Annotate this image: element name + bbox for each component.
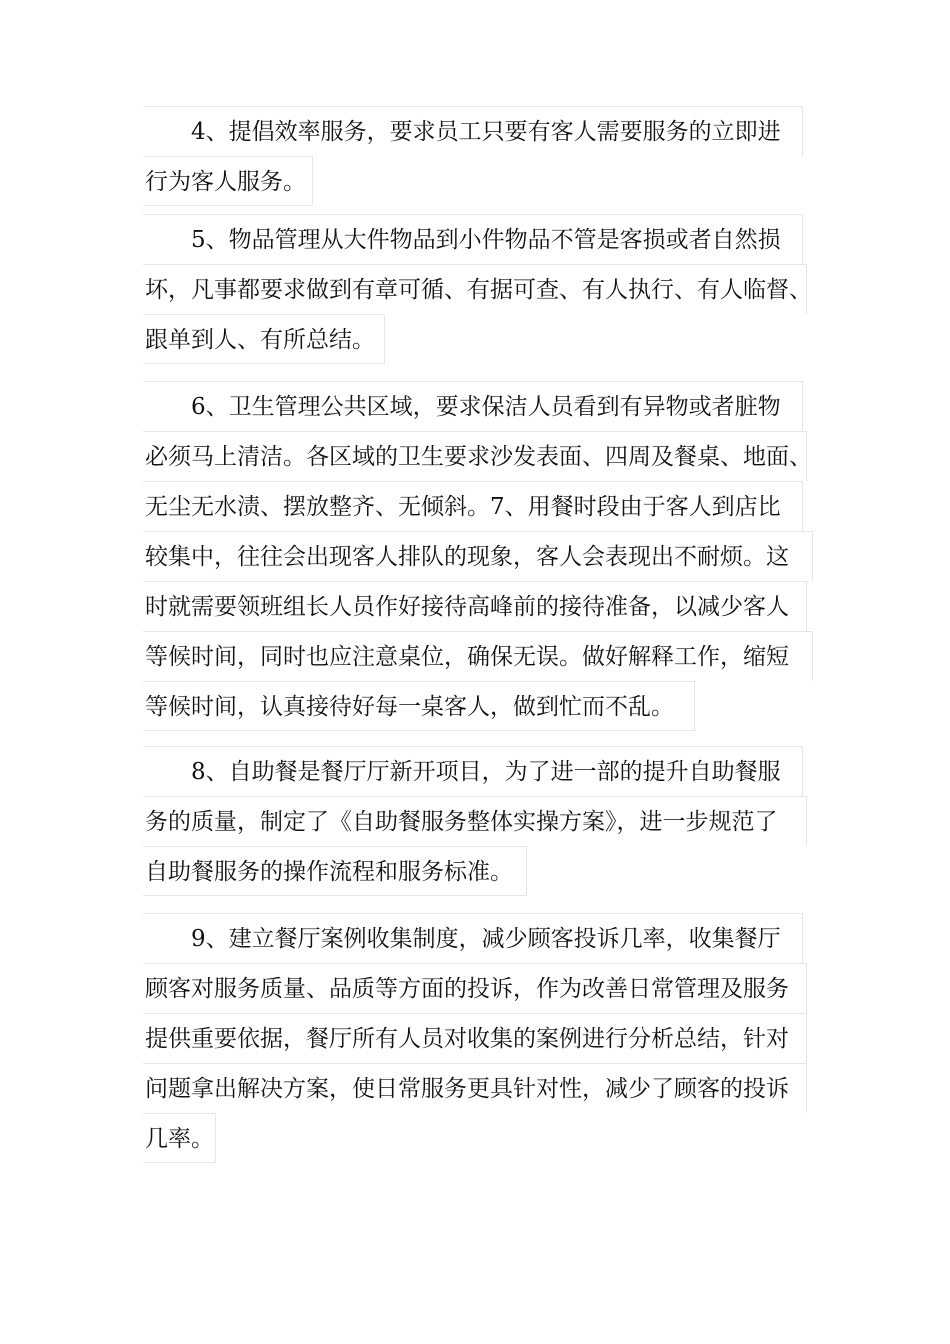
text-line: 提供重要依据，餐厅所有人员对收集的案例进行分析总结，针对 <box>143 1013 807 1063</box>
text-line: 坏，凡事都要求做到有章可循、有据可查、有人执行、有人临督、 <box>143 264 807 314</box>
text-line: 时就需要领班组长人员作好接待高峰前的接待准备，以减少客人 <box>143 581 807 631</box>
text-line: 无尘无水渍、摆放整齐、无倾斜。7、用餐时段由于客人到店比 <box>143 481 803 531</box>
text-line: 较集中，往往会出现客人排队的现象，客人会表现出不耐烦。这 <box>143 531 813 581</box>
text-line: 等候时间，同时也应注意桌位，确保无误。做好解释工作，缩短 <box>143 631 813 681</box>
text-line: 9、建立餐厅案例收集制度，减少顾客投诉几率，收集餐厅 <box>143 913 803 963</box>
text-line: 8、自助餐是餐厅厅新开项目，为了进一部的提升自助餐服 <box>143 746 803 796</box>
text-line: 5、物品管理从大件物品到小件物品不管是客损或者自然损 <box>143 214 803 264</box>
paragraph-item-9 <box>143 913 807 1163</box>
text-line: 几率。 <box>143 1113 216 1163</box>
text-line: 等候时间，认真接待好每一桌客人，做到忙而不乱。 <box>143 681 695 731</box>
text-line: 自助餐服务的操作流程和服务标准。 <box>143 846 527 896</box>
text-line: 跟单到人、有所总结。 <box>143 314 385 364</box>
paragraph-item-5 <box>143 214 812 364</box>
text-line: 问题拿出解决方案，使日常服务更具针对性，减少了顾客的投诉 <box>143 1063 807 1113</box>
paragraph-item-4 <box>143 106 803 206</box>
paragraph-item-8 <box>143 746 807 896</box>
text-line: 必须马上清洁。各区域的卫生要求沙发表面、四周及餐桌、地面、 <box>143 431 807 481</box>
paragraph-item-6 <box>143 381 813 731</box>
text-line: 行为客人服务。 <box>143 156 313 206</box>
text-line: 6、卫生管理公共区域，要求保洁人员看到有异物或者脏物 <box>143 381 803 431</box>
text-line: 务的质量，制定了《自助餐服务整体实操方案》，进一步规范了 <box>143 796 807 846</box>
text-line: 顾客对服务质量、品质等方面的投诉，作为改善日常管理及服务 <box>143 963 807 1013</box>
text-line: 4、提倡效率服务，要求员工只要有客人需要服务的立即进 <box>143 106 803 156</box>
